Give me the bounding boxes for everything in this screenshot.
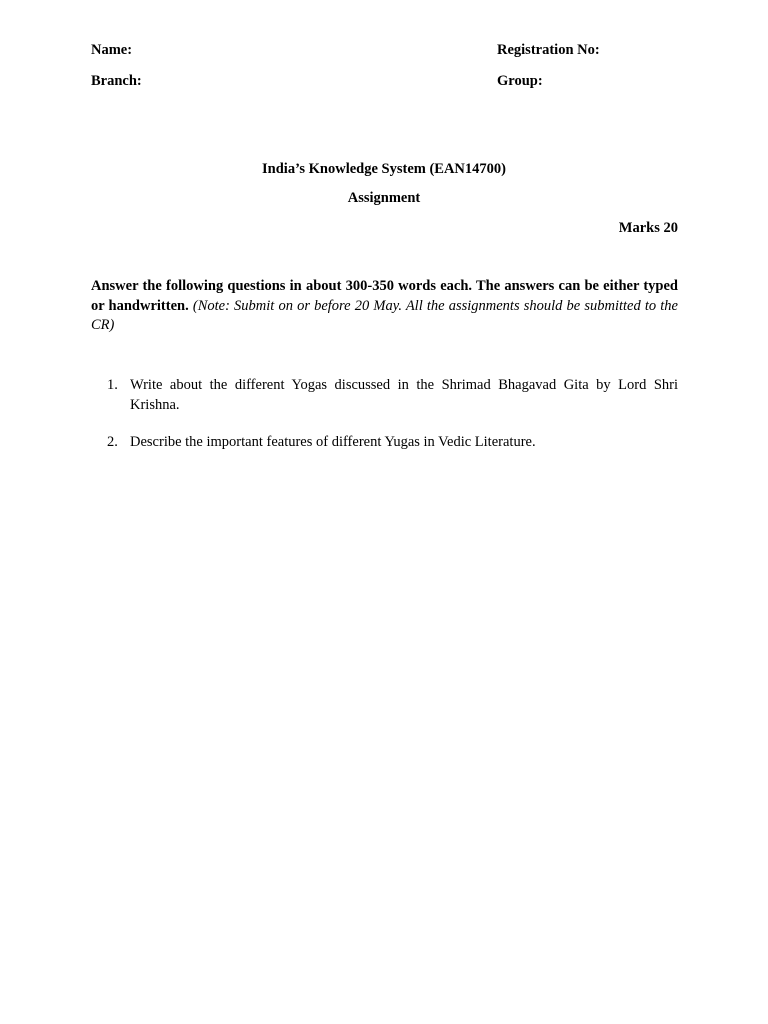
instructions-note: (Note: Submit on or before 20 May. All the assignments should be submitted to the CR)	[91, 297, 678, 333]
group-label: Group:	[497, 73, 543, 89]
question-text: Describe the important features of different Yugas in Vedic Literature.	[130, 434, 536, 450]
instructions-paragraph	[91, 277, 678, 336]
registration-label: Registration No:	[497, 42, 600, 58]
question-text: Write about the different Yogas discussed in the Shrimad Bhagavad Gita by Lord Shri Krishna.	[130, 377, 678, 413]
assignment-subtitle: Assignment	[347, 190, 421, 206]
branch-label: Branch:	[91, 73, 142, 89]
question-number: 2.	[107, 434, 118, 450]
name-label: Name:	[91, 42, 133, 58]
course-title: India’s Knowledge System (EAN14700)	[262, 161, 506, 177]
marks-label: Marks 20	[618, 220, 678, 236]
instructions-bold: Answer the following questions in about 300-350 words each. The answers can be either typed or handwritten.	[91, 278, 678, 314]
question-item	[91, 433, 678, 453]
question-number: 1.	[107, 377, 118, 393]
question-item	[91, 376, 678, 415]
